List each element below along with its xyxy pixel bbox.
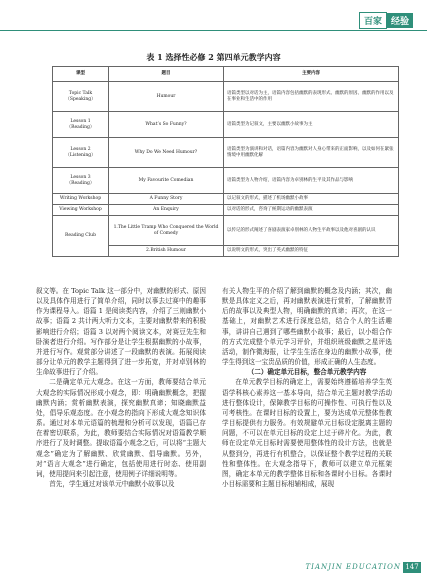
- body-paragraph: 叙文等。在 Topic Talk 这一部分中，对幽默的形式、原因以及具体作用进行了简单介绍，同时以事去过赛中的趣事作为课程导入。语篇 1 是阅读类内容，介绍了三则幽默小故事；语篇 2 共计两大听力文本，主要对幽默带来的积极影响进行介绍；语篇 3 以对两个阅读文本，对赛豆先生和卧演者进行介绍。写作部分是让学生根据幽默的小故事，并进行写作。观赏部分讲述了一段幽默的表演。拓展阅读部分让单元的教学主题得到了进一步拓宽，并对卓别林的生命故事进行了介绍。: [36, 287, 206, 377]
- section-tag-right: 经验: [387, 13, 413, 28]
- header-cell-content: 主要内容: [224, 67, 399, 82]
- table-row: [53, 82, 399, 112]
- cell-type: Viewing Workshop: [53, 205, 109, 216]
- cell-title: A Funny Story: [109, 194, 224, 205]
- right-column: [222, 286, 392, 489]
- header-cell-type: 课型: [53, 67, 109, 82]
- section-tag: [359, 12, 413, 29]
- page-footer: [0, 562, 427, 575]
- cell-type: Lesson 2 （Listening）: [53, 138, 109, 168]
- table-row: [53, 216, 399, 246]
- cell-title: Why Do We Need Humour?: [109, 138, 224, 168]
- body-paragraph: 二是确定单元大观念。在这一方面，教师要结合单元大观念的实际情况形成小观念，即：明确幽默概念，把握幽默内涵；赏析幽默表演，探究幽默真谛；知晓幽默益处，倡导乐观态度。在小观念的指向下形成大观念知识体系。通过对本单元语篇的梳理和分析可以发现，语篇已存在着密切联系，为此，教师要结合实际情况对语篇教学顺序进行了及时调整。提取语篇小观念之后，可以将“主题大观念”确定为了解幽默、欣赏幽默、倡导幽默。另外，对“语言大观念”进行确定，包括使用进行时态、使用副词，使用提问来引起注意，使用例子详细说明等。: [36, 378, 206, 478]
- table-header-row: [53, 67, 399, 82]
- cell-title: 2.British Humour: [109, 246, 224, 257]
- cell-title: 1.The Little Tramp Who Conquered the World of Comedy: [109, 216, 224, 246]
- table-row: [53, 168, 399, 194]
- table-row: [53, 138, 399, 168]
- page-header: [0, 0, 427, 40]
- header-rule: [0, 30, 427, 31]
- cell-content: 以记叙文的形式，描述了机场幽默小故事: [224, 194, 399, 205]
- cell-title: My Favourite Comedian: [109, 168, 224, 194]
- cell-type: Reading Club: [53, 216, 109, 257]
- journal-name: TIANJIN EDUCATION: [305, 563, 401, 571]
- body-paragraph: 首先，学生通过对该单元中幽默小故事以及: [49, 479, 175, 488]
- cell-content: 语篇类型为人物介绍，语篇内容为卓别林的生平及其作品与影响: [224, 168, 399, 194]
- left-column: [36, 286, 206, 489]
- section-heading: （二）确定单元目标，整合单元教学内容: [247, 368, 367, 377]
- cell-type: Lesson 3 （Reading）: [53, 168, 109, 194]
- cell-type: Topic Talk （Speaking）: [53, 82, 109, 112]
- cell-content: 语篇类型为演讲和对话，语篇内容为幽默对人身心带来的正面影响，以及如何在紧张情境中用幽默化解: [224, 138, 399, 168]
- table-row: [53, 112, 399, 138]
- table-row: [53, 194, 399, 205]
- teaching-content-table: [52, 66, 399, 257]
- body-paragraph: 在单元教学目标的确定上，需要始终遵循培养学生英语学科核心素养这一基本导向，结合单元主题对教学活动进行整体设计，保障教学目标的可操作性、可执行性以及可考核性。在课时目标的设置上，要为达成单元整体性教学目标提供有力服务。有效规避单元目标设定脱离主题的问题，不可以在单元目标的设定上过于碎片化。为此，教师在设定单元目标时需要使用整体性的设计方法，也就是从整到分，再进行有机整合，以保证整个教学过程的关联性和整体性。在大观念指导下，教师可以建立单元框架图，确定本单元的教学整体目标和各课时小目标。各课时小目标需要和主题目标相辅相成，展现: [222, 378, 392, 488]
- cell-type: Writing Workshop: [53, 194, 109, 205]
- cell-content: 语篇类型以对话为主，语篇内容包括幽默的表现形式、幽默的原因、幽默的作用以及在事业和生活中的作用: [224, 82, 399, 112]
- cell-content: 以传记的形式阐述了喜剧表演家卓别林的人物生平故事以及他对喜剧的认识: [224, 216, 399, 246]
- body-paragraph: 有关人物生平的介绍了解到幽默的概念及内涵；其次，幽默是具体定义之后，再对幽默表演进行赏析，了解幽默背后的故事以及典型人物，明确幽默的真谛；再次，在这一基础上，对幽默艺术进行深度总结，结合个人的生活趣事，讲讲自己遇到了哪些幽默小故事；最后，以小组合作的方式完成整个单元学习评价，并组织班级幽默之星评选活动，制作微海报，让学生生活在身边的幽默小故事，使学生得到这一宝贵品质的价值，形成正确的人生态度。: [222, 287, 392, 367]
- cell-title: An Enquiry: [109, 205, 224, 216]
- cell-title: What’s So Funny?: [109, 112, 224, 138]
- section-tag-left: 百家: [359, 12, 387, 29]
- cell-type: Lesson 1 （Reading）: [53, 112, 109, 138]
- cell-content: 以对话的形式，咨询了候期运动的幽默表演: [224, 205, 399, 216]
- table-title: 表 1 选择性必修 2 第四单元教学内容: [146, 52, 281, 62]
- cell-content: 语篇类型为记叙文，主要以幽默小故事为主: [224, 112, 399, 138]
- cell-title: Humour: [109, 82, 224, 112]
- cell-content: 以说明文的形式，突出了英式幽默的特征: [224, 246, 399, 257]
- header-cell-title: 题目: [109, 67, 224, 82]
- table-row: [53, 205, 399, 216]
- page-number: 147: [403, 562, 421, 573]
